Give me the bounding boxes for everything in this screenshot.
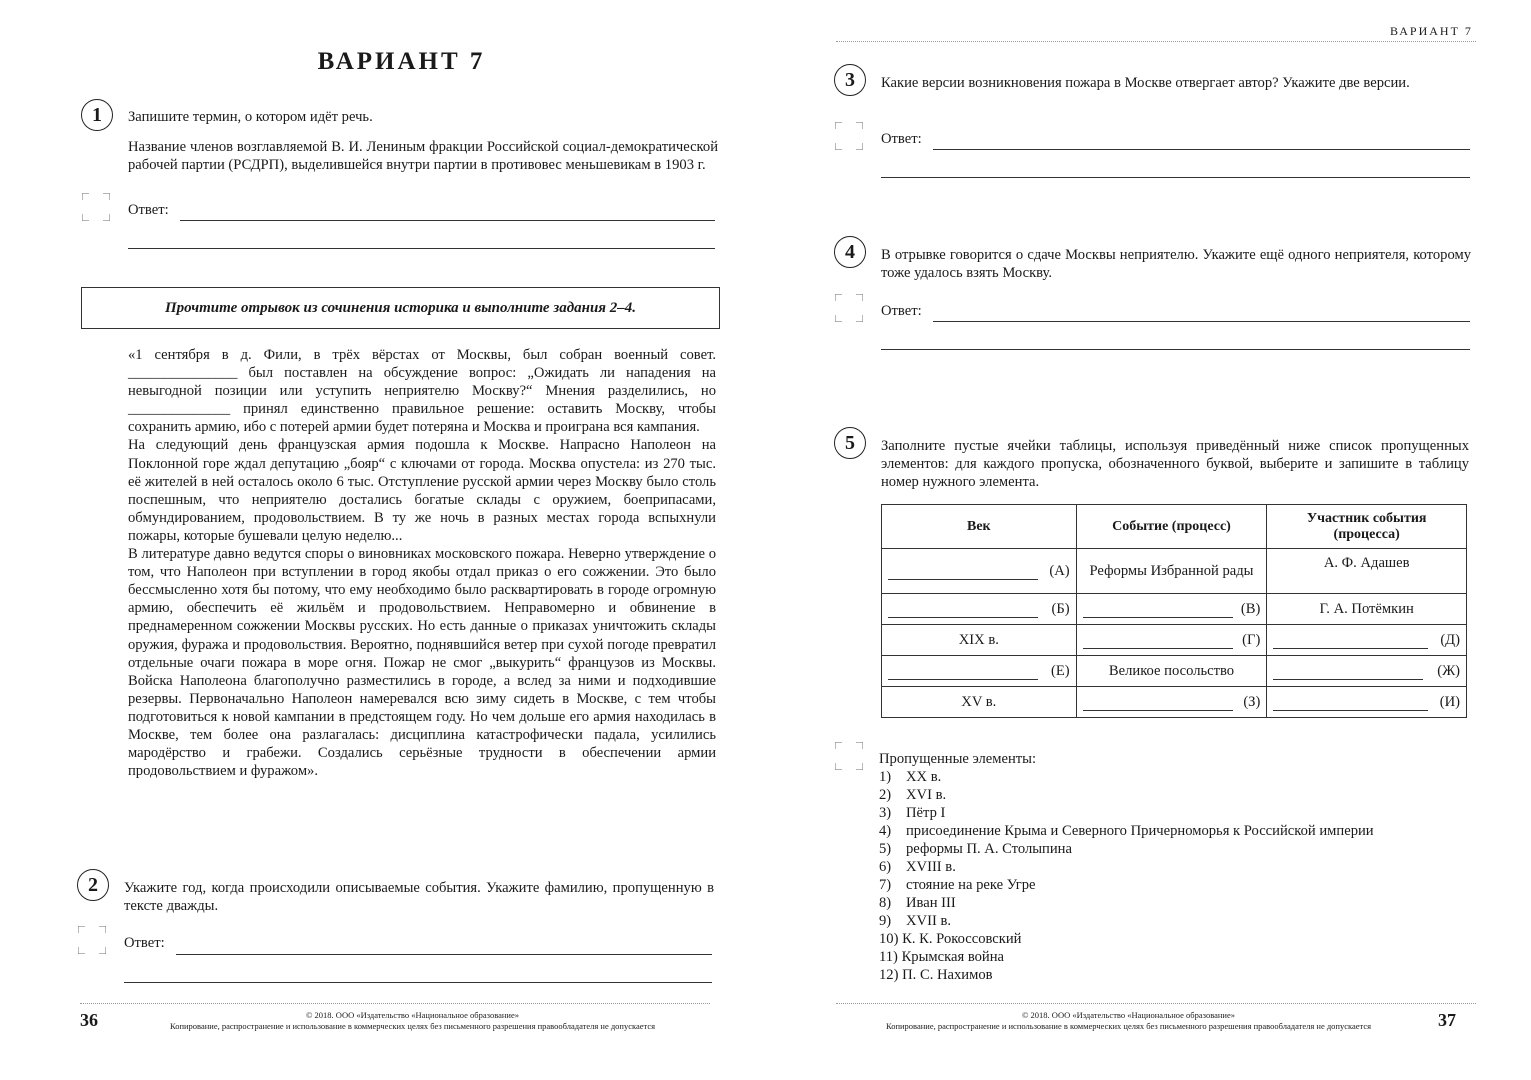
answer-box-corners-5 (835, 742, 863, 770)
table-row (882, 687, 1467, 718)
list-item: 8) Иван III (879, 895, 956, 911)
instruction-box: Прочтите отрывок из сочинения историка и выполните задания 2–4. (81, 287, 720, 329)
table-row (882, 625, 1467, 656)
cell-z[interactable] (1076, 687, 1267, 718)
question-1-answer-line-1[interactable] (180, 219, 715, 221)
cell-e[interactable] (882, 656, 1077, 687)
list-item: 11) Крымская война (879, 949, 1005, 965)
table-row (882, 549, 1467, 594)
cell-participant-potemkin: Г. А. Потёмкин (1267, 594, 1467, 625)
list-item: 10) К. К. Рокоссовский (879, 931, 1022, 947)
cell-letter: (Г) (1242, 631, 1261, 648)
question-2-answer-line-2[interactable] (124, 981, 712, 983)
question-2-number: 2 (77, 869, 109, 901)
answer-box-corners-2 (78, 926, 106, 954)
left-footer-rule (80, 1003, 710, 1004)
running-header: ВАРИАНТ 7 (1390, 24, 1473, 38)
cell-letter: (Е) (1050, 662, 1070, 679)
left-copyright (120, 1010, 705, 1032)
cell-v[interactable] (1076, 594, 1267, 625)
blank-line (1273, 648, 1428, 649)
cell-zh[interactable] (1267, 656, 1467, 687)
cell-event-reforms: Реформы Избранной рады (1076, 549, 1267, 594)
page-title: ВАРИАНТ 7 (317, 48, 486, 75)
list-item: 5) реформы П. А. Столыпина (879, 841, 1072, 857)
passage-paragraph-3: В литературе давно ведутся споры о виновниках московского пожара. Неверно утверждение о том, что Наполеон при вступлении в город якобы отдал приказ о его сожжении. Это было бессмысленно хотя бы потому, что ему необходимо было расквартировать в городе огромную армию, обеспечить её жильём и продовольствием. Неправомерно и обвинение в преднамеренном сожжении Москвы русских. Но есть данные о приказах уничтожить склады оружия, фуража и продовольствия. Вероятно, поднявшийся ветер при сухой погоде превратил отдельные очаги пожара в море огня. Пожар не смог „выкурить“ французов из Москвы. Войска Наполеона благополучно разместились в городе, а вслед за ними и подходившие резервы. Первоначально Наполеон намеревался всю зиму сидеть в Москве, с тем чтобы подготовиться к новой кампании в предстоящем году. Но чем дольше его армия находилась в Москве, тем более она разлагалась: дисциплина катастрофически падала, усилились мародёрство и грабежи. Создались серьёзные трудности в обеспечении армии продовольствием и фуражом». (128, 546, 716, 780)
blank-line (1083, 710, 1233, 711)
question-4-answer-line-2[interactable] (881, 348, 1470, 350)
missing-elements-list (879, 750, 1474, 984)
blank-line (1083, 617, 1233, 618)
cell-century-xix: XIX в. (882, 625, 1077, 656)
question-4-answer-line-1[interactable] (933, 320, 1470, 322)
blank-line (1083, 648, 1233, 649)
right-copyright (836, 1010, 1421, 1032)
question-2-answer-label: Ответ: (124, 935, 165, 951)
matching-table (881, 504, 1467, 718)
left-copyright-line-2: Копирование, распространение и использование в коммерческих целях без письменного разрешения правообладателя не допускается (169, 1021, 656, 1031)
list-item: 2) XVI в. (879, 787, 947, 803)
cell-letter: (И) (1439, 693, 1460, 710)
question-2-answer-line-1[interactable] (176, 953, 712, 955)
cell-event-grand-embassy: Великое посольство (1076, 656, 1267, 687)
blank-line (1273, 710, 1428, 711)
blank-line (888, 679, 1038, 680)
list-item: 4) присоединение Крыма и Северного Причерноморья к Российской империи (879, 823, 1374, 839)
right-footer-rule (836, 1003, 1476, 1004)
passage-paragraph-2: На следующий день французская армия подошла к Москве. Напрасно Наполеон на Поклонной горе ждал депутацию „бояр“ с ключами от города. Москва опустела: из 270 тыс. её жителей в ней осталось около 6 тыс. Отступление русской армии через Москву было столь поспешным, что неприятелю достались богатые склады с оружием, боеприпасами, обмундированием, продовольствием. В ту же ночь в разных местах города вспыхнули пожары, которые бушевали целую неделю... (128, 437, 716, 544)
question-1-prompt: Запишите термин, о котором идёт речь. (128, 109, 373, 125)
blank-line (1273, 679, 1423, 680)
cell-letter: (З) (1243, 693, 1261, 710)
cell-letter: (Б) (1051, 600, 1070, 617)
question-3-answer-line-2[interactable] (881, 176, 1470, 178)
question-4-answer-label: Ответ: (881, 303, 922, 319)
cell-letter: (А) (1049, 562, 1070, 579)
left-copyright-line-1: © 2018. ООО «Издательство «Национальное образование» (305, 1010, 520, 1020)
table-header-event: Событие (процесс) (1076, 505, 1267, 549)
cell-g[interactable] (1076, 625, 1267, 656)
list-title: Пропущенные элементы: (879, 751, 1037, 767)
question-3-number: 3 (834, 64, 866, 96)
historian-passage (128, 346, 716, 780)
question-1-answer-label: Ответ: (128, 202, 169, 218)
cell-letter: (В) (1240, 600, 1261, 617)
cell-century-xv: XV в. (882, 687, 1077, 718)
question-4-prompt: В отрывке говорится о сдаче Москвы неприятелю. Укажите ещё одного неприятеля, которому тоже удалось взять Москву. (881, 247, 1471, 281)
right-copyright-line-1: © 2018. ООО «Издательство «Национальное образование» (1021, 1010, 1236, 1020)
right-copyright-line-2: Копирование, распространение и использование в коммерческих целях без письменного разрешения правообладателя не допускается (885, 1021, 1372, 1031)
cell-b[interactable] (882, 594, 1077, 625)
blank-line (888, 617, 1038, 618)
answer-box-corners-4 (835, 294, 863, 322)
list-item: 6) XVIII в. (879, 859, 956, 875)
header-rule (836, 41, 1476, 42)
question-1-number: 1 (81, 99, 113, 131)
list-item: 9) XVII в. (879, 913, 951, 929)
list-item: 7) стояние на реке Угре (879, 877, 1036, 893)
question-4-number: 4 (834, 236, 866, 268)
question-3-answer-label: Ответ: (881, 131, 922, 147)
answer-box-corners-3 (835, 122, 863, 150)
blank-line (888, 579, 1038, 580)
cell-i[interactable] (1267, 687, 1467, 718)
cell-letter: (Ж) (1437, 662, 1460, 679)
cell-letter: (Д) (1440, 631, 1460, 648)
table-header-participant: Участник события (процесса) (1267, 505, 1467, 549)
right-page-number: 37 (1438, 1010, 1456, 1030)
list-item: 12) П. С. Нахимов (879, 967, 993, 983)
question-5-prompt: Заполните пустые ячейки таблицы, используя приведённый ниже список пропущенных элементов: для каждого пропуска, обозначенного буквой, выберите и запишите в таблицу номер нужного элемента. (881, 438, 1469, 490)
cell-participant-adashev: А. Ф. Адашев (1267, 549, 1467, 594)
answer-box-corners-1 (82, 193, 110, 221)
table-header-century: Век (882, 505, 1077, 549)
question-1-text: Название членов возглавляемой В. И. Лениным фракции Российской социал-демократической рабочей партии (РСДРП), выделившейся внутри партии в противовес меньшевикам в 1903 г. (128, 139, 718, 173)
question-1-answer-line-2[interactable] (128, 247, 715, 249)
list-item: 3) Пётр I (879, 805, 946, 821)
table-row (882, 656, 1467, 687)
table-row (882, 594, 1467, 625)
question-2-prompt: Укажите год, когда происходили описываемые события. Укажите фамилию, пропущенную в тексте дважды. (124, 880, 714, 914)
question-3-answer-line-1[interactable] (933, 148, 1470, 150)
left-page-number: 36 (80, 1010, 98, 1030)
passage-paragraph-1: «1 сентября в д. Фили, в трёх вёрстах от Москвы, был собран военный совет. _______________ был поставлен на обсуждение вопрос: „Ожидать ли нападения на невыгодной позиции или уступить неприятелю Москву?“ Мнения разделились, но ______________ принял единственно правильное решение: оставить Москву, чтобы сохранить армию, ибо с потерей армии будет потеряна и Москва и проиграна вся кампания. (128, 347, 716, 436)
cell-d[interactable] (1267, 625, 1467, 656)
question-5-number: 5 (834, 427, 866, 459)
list-item: 1) XX в. (879, 769, 942, 785)
question-3-prompt: Какие версии возникновения пожара в Москве отвергает автор? Укажите две версии. (881, 75, 1410, 91)
cell-a[interactable] (882, 549, 1077, 594)
